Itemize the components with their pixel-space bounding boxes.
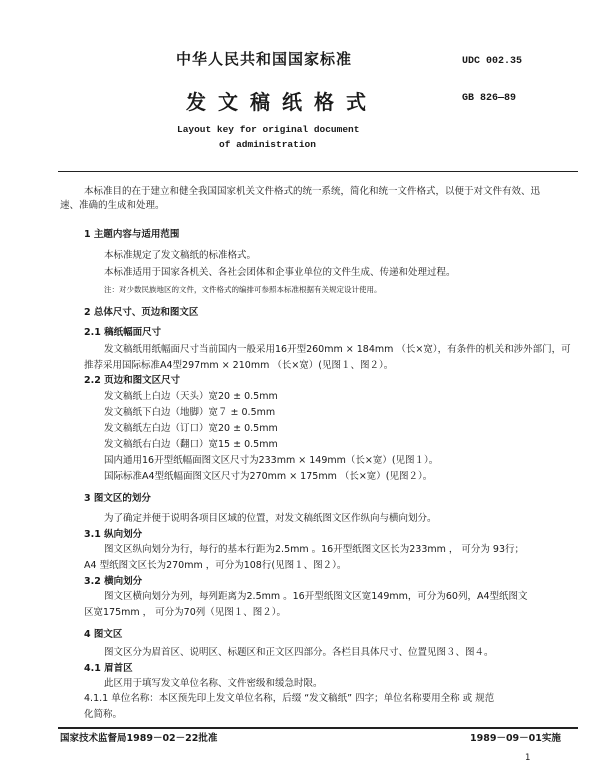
section-3-2-line2: 区宽175mm ， 可分为70列（见图１、图２）。 xyxy=(84,607,287,618)
section-4-1-paragraph: 此区用于填写发文单位名称、文件密级和缓急时限。 xyxy=(104,678,323,689)
margin-line-bottom: 发文稿纸下白边（地脚）宽７ ± 0.5mm xyxy=(104,407,276,418)
english-title-line1: Layout key for original document xyxy=(177,124,360,135)
section-4-1-1-line2: 化简称。 xyxy=(84,709,123,720)
margin-line-left: 发文稿纸左白边（订口）宽20 ± 0.5mm xyxy=(104,423,278,434)
document-title: 发文稿纸格式 xyxy=(186,90,378,114)
gb-number: GB 826—89 xyxy=(462,93,517,104)
section-2-heading: 2 总体尺寸、页边和图文区 xyxy=(84,307,199,318)
section-4-1-heading: 4.1 眉首区 xyxy=(84,663,133,674)
section-3-1-line2: A4 型纸图文区长为270mm ，可分为108行(见图１、图２）。 xyxy=(84,560,347,571)
section-2-2-heading: 2.2 页边和图文区尺寸 xyxy=(84,375,181,386)
section-2-1-heading: 2.1 稿纸幅面尺寸 xyxy=(84,327,162,338)
standard-org-title: 中华人民共和国国家标准 xyxy=(176,50,353,68)
section-1-p2: 本标准适用于国家各机关、各社会团体和企事业单位的文件生成、传递和处理过程。 xyxy=(104,267,456,278)
section-4-heading: 4 图文区 xyxy=(84,629,123,640)
section-3-1-heading: 3.1 纵向划分 xyxy=(84,529,143,540)
page-number: 1 xyxy=(525,753,531,763)
section-3-2-heading: 3.2 横向划分 xyxy=(84,576,143,587)
section-3-1-line1: 图文区纵向划分为行，每行的基本行距为2.5mm 。16开型纸图文区长为233mm ， 可分为 93行； xyxy=(104,544,525,555)
section-3-2-line1: 图文区横向划分为列，每列距离为2.5mm 。16开型纸图文区宽149mm，可分为60列，A4型纸图文 xyxy=(104,591,528,602)
section-4-1-1-line1: 4.1.1 单位名称：本区预先印上发文单位名称，后缀 “发文稿纸” 四字；单位名称要用全称 或 规范 xyxy=(84,693,495,704)
section-2-1-paragraph: 发文稿纸用纸幅面尺寸当前国内一般采用16开型260mm × 184mm （长×宽），有条件的机关和涉外部门，可推荐采用国际标准A4型297mm × 210mm （长×宽）(见图１、图２）。 xyxy=(84,344,571,371)
header-rule xyxy=(58,171,578,172)
section-3-heading: 3 图文区的划分 xyxy=(84,493,151,504)
area-line-16k: 国内通用16开型纸幅面图文区尺寸为233mm × 149mm（长×宽）(见图１）。 xyxy=(104,455,439,466)
approval-line: 国家技术监督局1989－02－22批准 xyxy=(60,733,218,744)
margin-line-top: 发文稿纸上白边（天头）宽20 ± 0.5mm xyxy=(104,391,278,402)
footer-rule xyxy=(58,727,578,729)
section-1-p1: 本标准规定了发文稿纸的标准格式。 xyxy=(104,250,257,261)
english-title-line2: of administration xyxy=(219,139,316,150)
section-1-heading: 1 主题内容与适用范围 xyxy=(84,229,180,240)
section-1-note: 注：对少数民族地区的文件，文件格式的编排可参照本标准根据有关规定设计使用。 xyxy=(104,285,382,294)
udc-code: UDC 002.35 xyxy=(462,56,523,67)
area-line-a4: 国际标准A4型纸幅面图文区尺寸为270mm × 175mm （长×宽）(见图２）。 xyxy=(104,471,433,482)
section-4-paragraph: 图文区分为眉首区、说明区、标题区和正文区四部分。各栏目具体尺寸、位置见图３、图４。 xyxy=(104,647,494,658)
intro-paragraph: 本标准目的在于建立和健全我国国家机关文件格式的统一系统，简化和统一文件格式，以便于对文件有效、迅速、准确的生成和处理。 xyxy=(60,186,541,211)
section-3-paragraph: 为了确定并便于说明各项目区域的位置，对发文稿纸图文区作纵向与横向划分。 xyxy=(104,513,437,524)
margin-line-right: 发文稿纸右白边（翻口）宽15 ± 0.5mm xyxy=(104,439,278,450)
effective-date: 1989－09－01实施 xyxy=(470,733,561,744)
